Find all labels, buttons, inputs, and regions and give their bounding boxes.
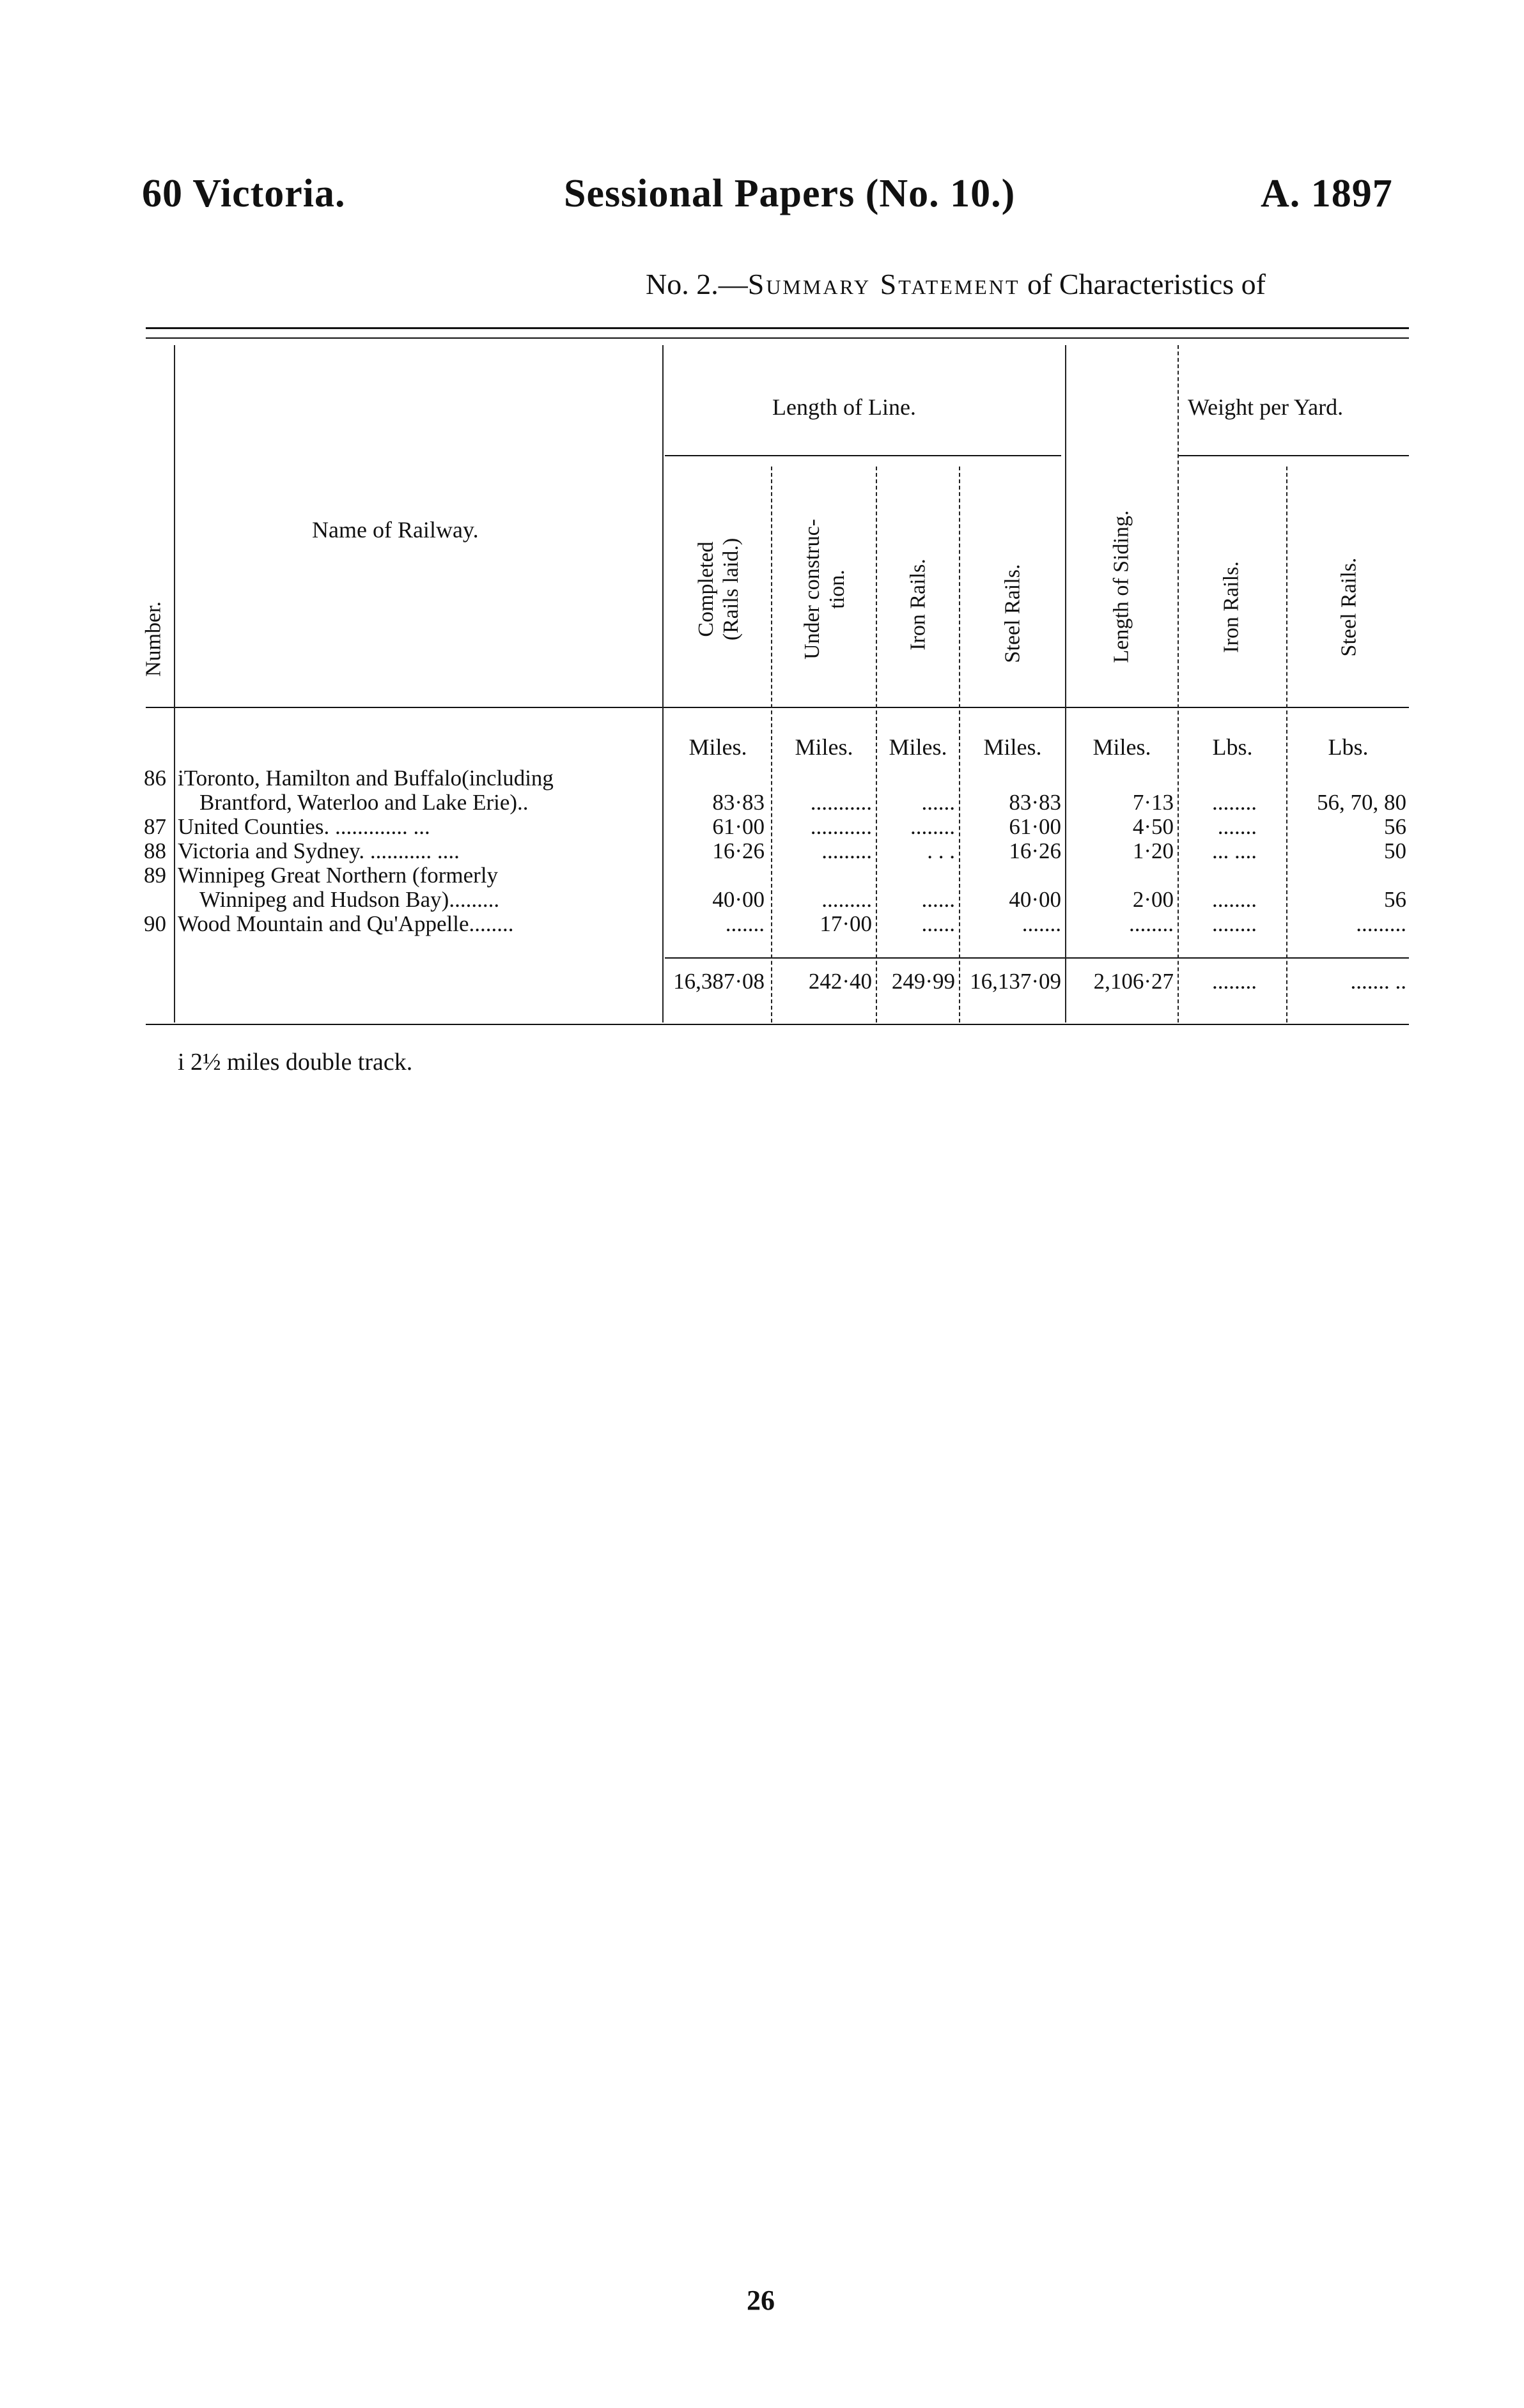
row-name: Winnipeg Great Northern (formerly — [178, 863, 499, 888]
cell-under: ........... — [810, 814, 872, 839]
subtitle-smallcaps: Summary Statement — [747, 268, 1020, 300]
cell-steel: 83·83 — [1009, 790, 1061, 815]
cell-steel: 40·00 — [1009, 887, 1061, 912]
subtitle-suffix: of Characteristics of — [1020, 268, 1266, 300]
cell-weight-iron: ... .... — [1212, 838, 1257, 863]
row-number: 86 — [144, 766, 166, 791]
cell-iron: . . . — [927, 838, 955, 863]
row-name: Wood Mountain and Qu'Appelle........ — [178, 911, 514, 936]
col-divider-name — [662, 345, 664, 1023]
cell-weight-iron: ........ — [1212, 887, 1257, 912]
cell-weight-steel: 50 — [1384, 838, 1406, 863]
cell-iron: ...... — [921, 790, 955, 815]
header-left-session: 60 Victoria. — [142, 172, 346, 215]
cell-iron: ........ — [910, 814, 955, 839]
cell-under: ........... — [810, 790, 872, 815]
table-subtitle — [646, 267, 1266, 301]
cell-siding: 4·50 — [1132, 814, 1174, 839]
header-under-construction: Under construc- tion. — [800, 519, 849, 660]
footnote: i 2½ miles double track. — [178, 1049, 413, 1076]
row-name: iToronto, Hamilton and Buffalo(including — [178, 766, 554, 791]
subtitle-prefix: No. 2.— — [646, 268, 748, 300]
total-weight-iron: ........ — [1212, 969, 1257, 994]
cell-under: ......... — [821, 838, 872, 863]
header-name: Name of Railway. — [312, 517, 479, 543]
row-name-cont: Brantford, Waterloo and Lake Erie).. — [199, 790, 529, 815]
row-name-cont: Winnipeg and Hudson Bay)......... — [199, 887, 500, 912]
total-iron: 249·99 — [891, 969, 955, 994]
unit-under: Miles. — [795, 734, 853, 760]
col-divider-number — [174, 345, 175, 1023]
cell-completed: 83·83 — [712, 790, 765, 815]
header-weight-iron: Iron Rails. — [1219, 561, 1243, 653]
total-under: 242·40 — [808, 969, 872, 994]
header-bottom-rule — [146, 707, 1409, 708]
total-siding: 2,106·27 — [1093, 969, 1174, 994]
row-number: 88 — [144, 838, 166, 863]
cell-weight-steel: 56 — [1384, 887, 1406, 912]
row-name: Victoria and Sydney. ........... .... — [178, 838, 460, 863]
row-number: 90 — [144, 911, 166, 936]
unit-weight-steel: Lbs. — [1328, 734, 1369, 760]
cell-completed: 40·00 — [712, 887, 765, 912]
header-number: Number. — [141, 601, 166, 677]
header-right-year: A. 1897 — [1261, 172, 1393, 215]
cell-iron: ...... — [921, 911, 955, 936]
weight-group-rule — [1178, 455, 1409, 456]
cell-siding: 7·13 — [1132, 790, 1174, 815]
unit-siding: Miles. — [1092, 734, 1151, 760]
cell-under: ......... — [821, 887, 872, 912]
header-siding: Length of Siding. — [1109, 510, 1133, 663]
header-center-title: Sessional Papers (No. 10.) — [564, 172, 1016, 215]
cell-weight-iron: ........ — [1212, 790, 1257, 815]
cell-siding: 2·00 — [1132, 887, 1174, 912]
total-completed: 16,387·08 — [673, 969, 765, 994]
table-top-rule-2 — [146, 337, 1409, 339]
header-weight-steel: Steel Rails. — [1337, 557, 1361, 657]
table-top-rule — [146, 327, 1409, 329]
cell-siding: ........ — [1129, 911, 1174, 936]
row-name: United Counties. ............. ... — [178, 814, 430, 839]
col-divider-siding — [1178, 345, 1179, 1023]
header-completed: Completed (Rails laid.) — [694, 537, 743, 641]
header-length-group: Length of Line. — [772, 394, 916, 420]
cell-weight-iron: ....... — [1217, 814, 1257, 839]
cell-siding: 1·20 — [1132, 838, 1174, 863]
cell-steel: ....... — [1022, 911, 1061, 936]
page-number: 26 — [747, 2285, 775, 2316]
row-number: 87 — [144, 814, 166, 839]
cell-weight-steel: 56, 70, 80 — [1317, 790, 1406, 815]
unit-iron: Miles. — [889, 734, 947, 760]
totals-rule — [665, 957, 1409, 959]
length-group-rule — [665, 455, 1061, 456]
total-steel: 16,137·09 — [970, 969, 1061, 994]
unit-completed: Miles. — [688, 734, 747, 760]
total-weight-steel: ....... .. — [1350, 969, 1406, 994]
cell-iron: ...... — [921, 887, 955, 912]
unit-weight-iron: Lbs. — [1212, 734, 1253, 760]
header-iron-rails: Iron Rails. — [906, 559, 930, 651]
cell-completed: 16·26 — [712, 838, 765, 863]
cell-weight-iron: ........ — [1212, 911, 1257, 936]
header-weight-group: Weight per Yard. — [1188, 394, 1344, 420]
cell-steel: 16·26 — [1009, 838, 1061, 863]
cell-completed: ....... — [725, 911, 765, 936]
cell-steel: 61·00 — [1009, 814, 1061, 839]
cell-under: 17·00 — [820, 911, 872, 936]
cell-weight-steel: ......... — [1356, 911, 1406, 936]
unit-steel: Miles. — [983, 734, 1042, 760]
header-steel-rails: Steel Rails. — [1000, 564, 1025, 663]
table-bottom-rule — [146, 1024, 1409, 1025]
col-divider-steel — [1065, 345, 1066, 1023]
row-number: 89 — [144, 863, 166, 888]
cell-completed: 61·00 — [712, 814, 765, 839]
cell-weight-steel: 56 — [1384, 814, 1406, 839]
